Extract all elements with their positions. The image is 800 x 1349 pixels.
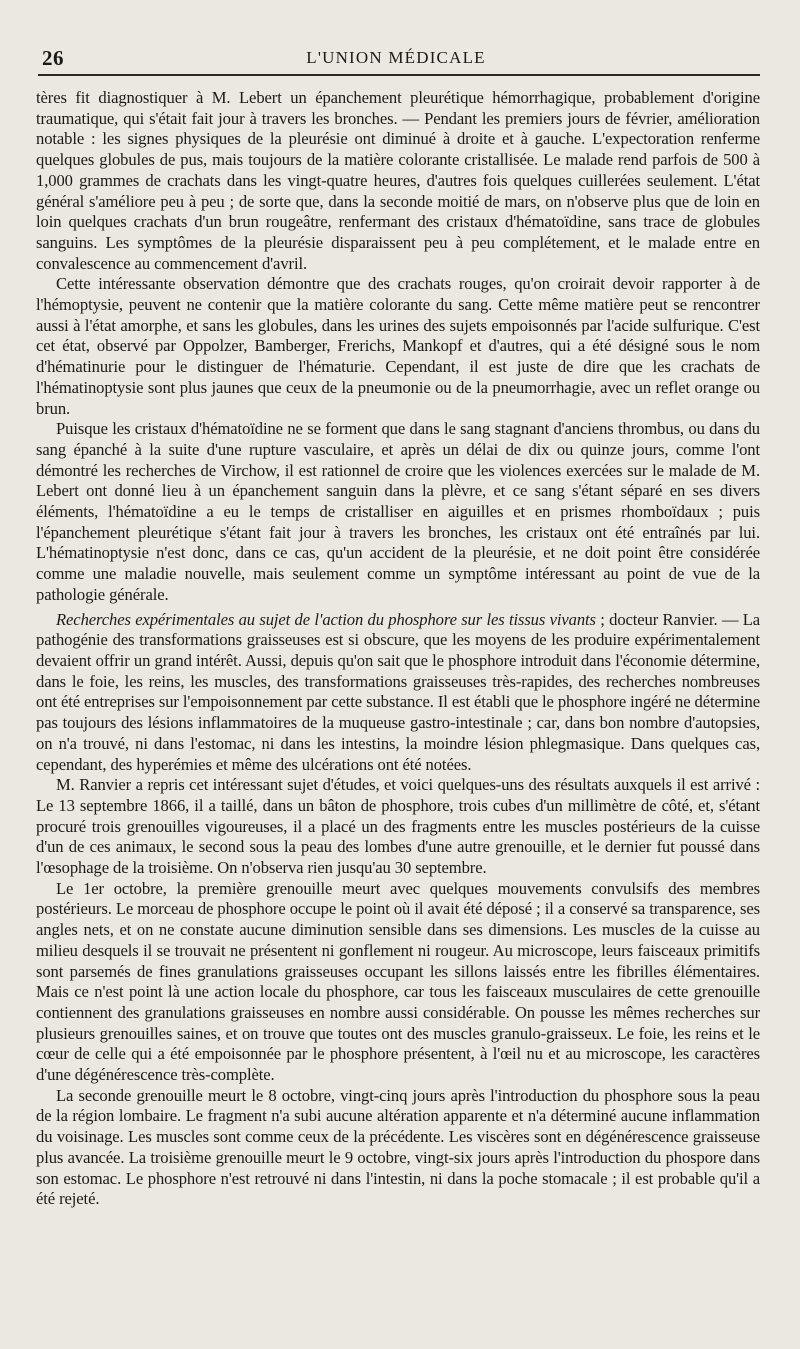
section-paragraph: [36, 610, 760, 776]
section-title: Recherches expérimentales au sujet de l'action du phosphore sur les tissus vivants: [56, 609, 596, 629]
article-body: [32, 88, 760, 1210]
running-title: L'UNION MÉDICALE: [306, 48, 486, 67]
section-text: ; docteur Ranvier. — La pathogénie des transformations graisseuses est si obscure, que les moyens de les produire expérimentalement devaient offrir un grand intérêt. Aussi, depuis qu'on sait que le phosphore introduit dans l'économie détermine, dans le foie, les reins, les muscles, des transformations graisseuses très-rapides, des recherches nombreuses ont été entreprises sur l'empoisonnement par cette substance. Il est établi que le phosphore ingéré ne détermine pas toujours des lésions inflammatoires de la muqueuse gastro-intestinale ; car, dans bon nombre d'autopsies, on n'a trouvé, ni dans l'estomac, ni dans les intestins, la moindre lésion phlegmasique. Dans quelques cas, cependant, des hyperémies et même des ulcérations ont été notées.: [36, 609, 760, 774]
paragraph: Cette intéressante observation démontre que des crachats rouges, qu'on croirait devoir rapporter à de l'hémoptysie, peuvent ne contenir que la matière colorante du sang. Cette même matière peut se rencontrer aussi à l'état amorphe, et sans les globules, dans les urines des sujets empoisonnés par l'acide sulfurique. C'est cet état, observé par Oppolzer, Bamberger, Frerichs, Mankopf et d'autres, qui a été désigné sous le nom d'hématinurie pour le distinguer de l'hématurie. Cependant, il est juste de dire que les crachats de l'hématinoptysie sont plus jaunes que ceux de la pneumonie ou de la pneumorrhagie, avec un reflet orange ou brun.: [36, 274, 760, 418]
paragraph: La seconde grenouille meurt le 8 octobre, vingt-cinq jours après l'introduction du phosphore sous la peau de la région lombaire. Le fragment n'a subi aucune altération apparente et n'a déterminé aucune inflammation du voisinage. Les muscles sont comme ceux de la précédente. Les viscères sont en dégénérescence graisseuse plus avancée. La troisième grenouille meurt le 9 octobre, vingt-six jours après l'introduction du phospore dans son estomac. Le phosphore n'est retrouvé ni dans l'intestin, ni dans la poche stomacale ; il est probable qu'il a été rejeté.: [36, 1085, 760, 1209]
paragraph: Puisque les cristaux d'hématoïdine ne se forment que dans le sang stagnant d'anciens thrombus, ou dans du sang épanché à la suite d'une rupture vasculaire, et après un délai de dix ou quinze jours, comme l'ont démontré les recherches de Virchow, il est rationnel de croire que les violences exercées sur le malade de M. Lebert ont donné lieu à un épanchement sanguin dans la plèvre, et ce sang s'étant séparé en ses divers éléments, l'hématoïdine a eu le temps de cristalliser en aiguilles et en prismes rhomboïdaux ; puis l'épanchement pleurétique s'étant fait jour à travers les bronches, les cristaux ont été entraînés par lui. L'hématinoptysie n'est donc, dans ce cas, qu'un accident de la pleurésie, et ne doit point être considérée comme une maladie nouvelle, mais seulement comme un symptôme intéressant au point de vue de la pathologie générale.: [36, 419, 760, 604]
paragraph: Le 1er octobre, la première grenouille meurt avec quelques mouvements convulsifs des membres postérieurs. Le morceau de phosphore occupe le point où il avait été déposé ; il a conservé sa transparence, ses angles nets, et on ne constate aucune diminution sensible dans ses dimensions. Les muscles de la cuisse au milieu desquels il se trouvait ne présentent ni gonflement ni rougeur. Au microscope, leurs faisceaux primitifs sont parsemés de fines granulations graisseuses occupant les sillons laissés entre les fibrilles élémentaires. Mais ce n'est point là une action locale du phosphore, car tous les faisceaux musculaires de cette grenouille contiennent des granulations graisseuses en nombre aussi considérable. On pousse les mêmes recherches sur plusieurs grenouilles saines, et on trouve que toutes ont des muscles granulo-graisseux. Le foie, les reins et le cœur de celle qui a été empoisonnée par le phosphore présentent, à l'œil nu et au microscope, les caractères d'une dégénérescence très-complète.: [36, 878, 760, 1085]
paragraph: M. Ranvier a repris cet intéressant sujet d'études, et voici quelques-uns des résultats auxquels il est arrivé : Le 13 septembre 1866, il a taillé, dans un bâton de phosphore, trois cubes d'un millimètre de côté, et, s'étant procuré trois grenouilles vigoureuses, il a placé un des fragments entre les muscles postérieurs de la cuisse d'un de ces animaux, le second sous la peau des lombes d'une autre grenouille, et le dernier fut poussé dans l'œsophage de la troisième. On n'observa rien jusqu'au 30 septembre.: [36, 775, 760, 878]
paragraph: tères fit diagnostiquer à M. Lebert un épanchement pleurétique hémorrhagique, probablement d'origine traumatique, qui s'était fait jour à travers les bronches. — Pendant les premiers jours de février, amélioration notable : les signes physiques de la pleurésie ont diminué à droite et à gauche. L'expectoration renferme quelques globules de pus, mais toujours de la matière colorante cristallisée. Le malade rend parfois de 500 à 1,000 grammes de crachats dans les vingt-quatre heures, d'autres fois quelques cuillerées seulement. L'état général s'améliore peu à peu ; de sorte que, dans la seconde moitié de mars, on n'observe plus que de loin en loin quelques crachats d'un brun rougeâtre, renfermant des cristaux d'hématoïdine, sans trace de globules sanguins. Les symptômes de la pleurésie disparaissent peu à peu complétement, et le malade entre en convalescence au commencement d'avril.: [36, 88, 760, 273]
page-header: [32, 36, 760, 70]
header-rule: [38, 74, 760, 76]
page-number: 26: [42, 46, 64, 70]
